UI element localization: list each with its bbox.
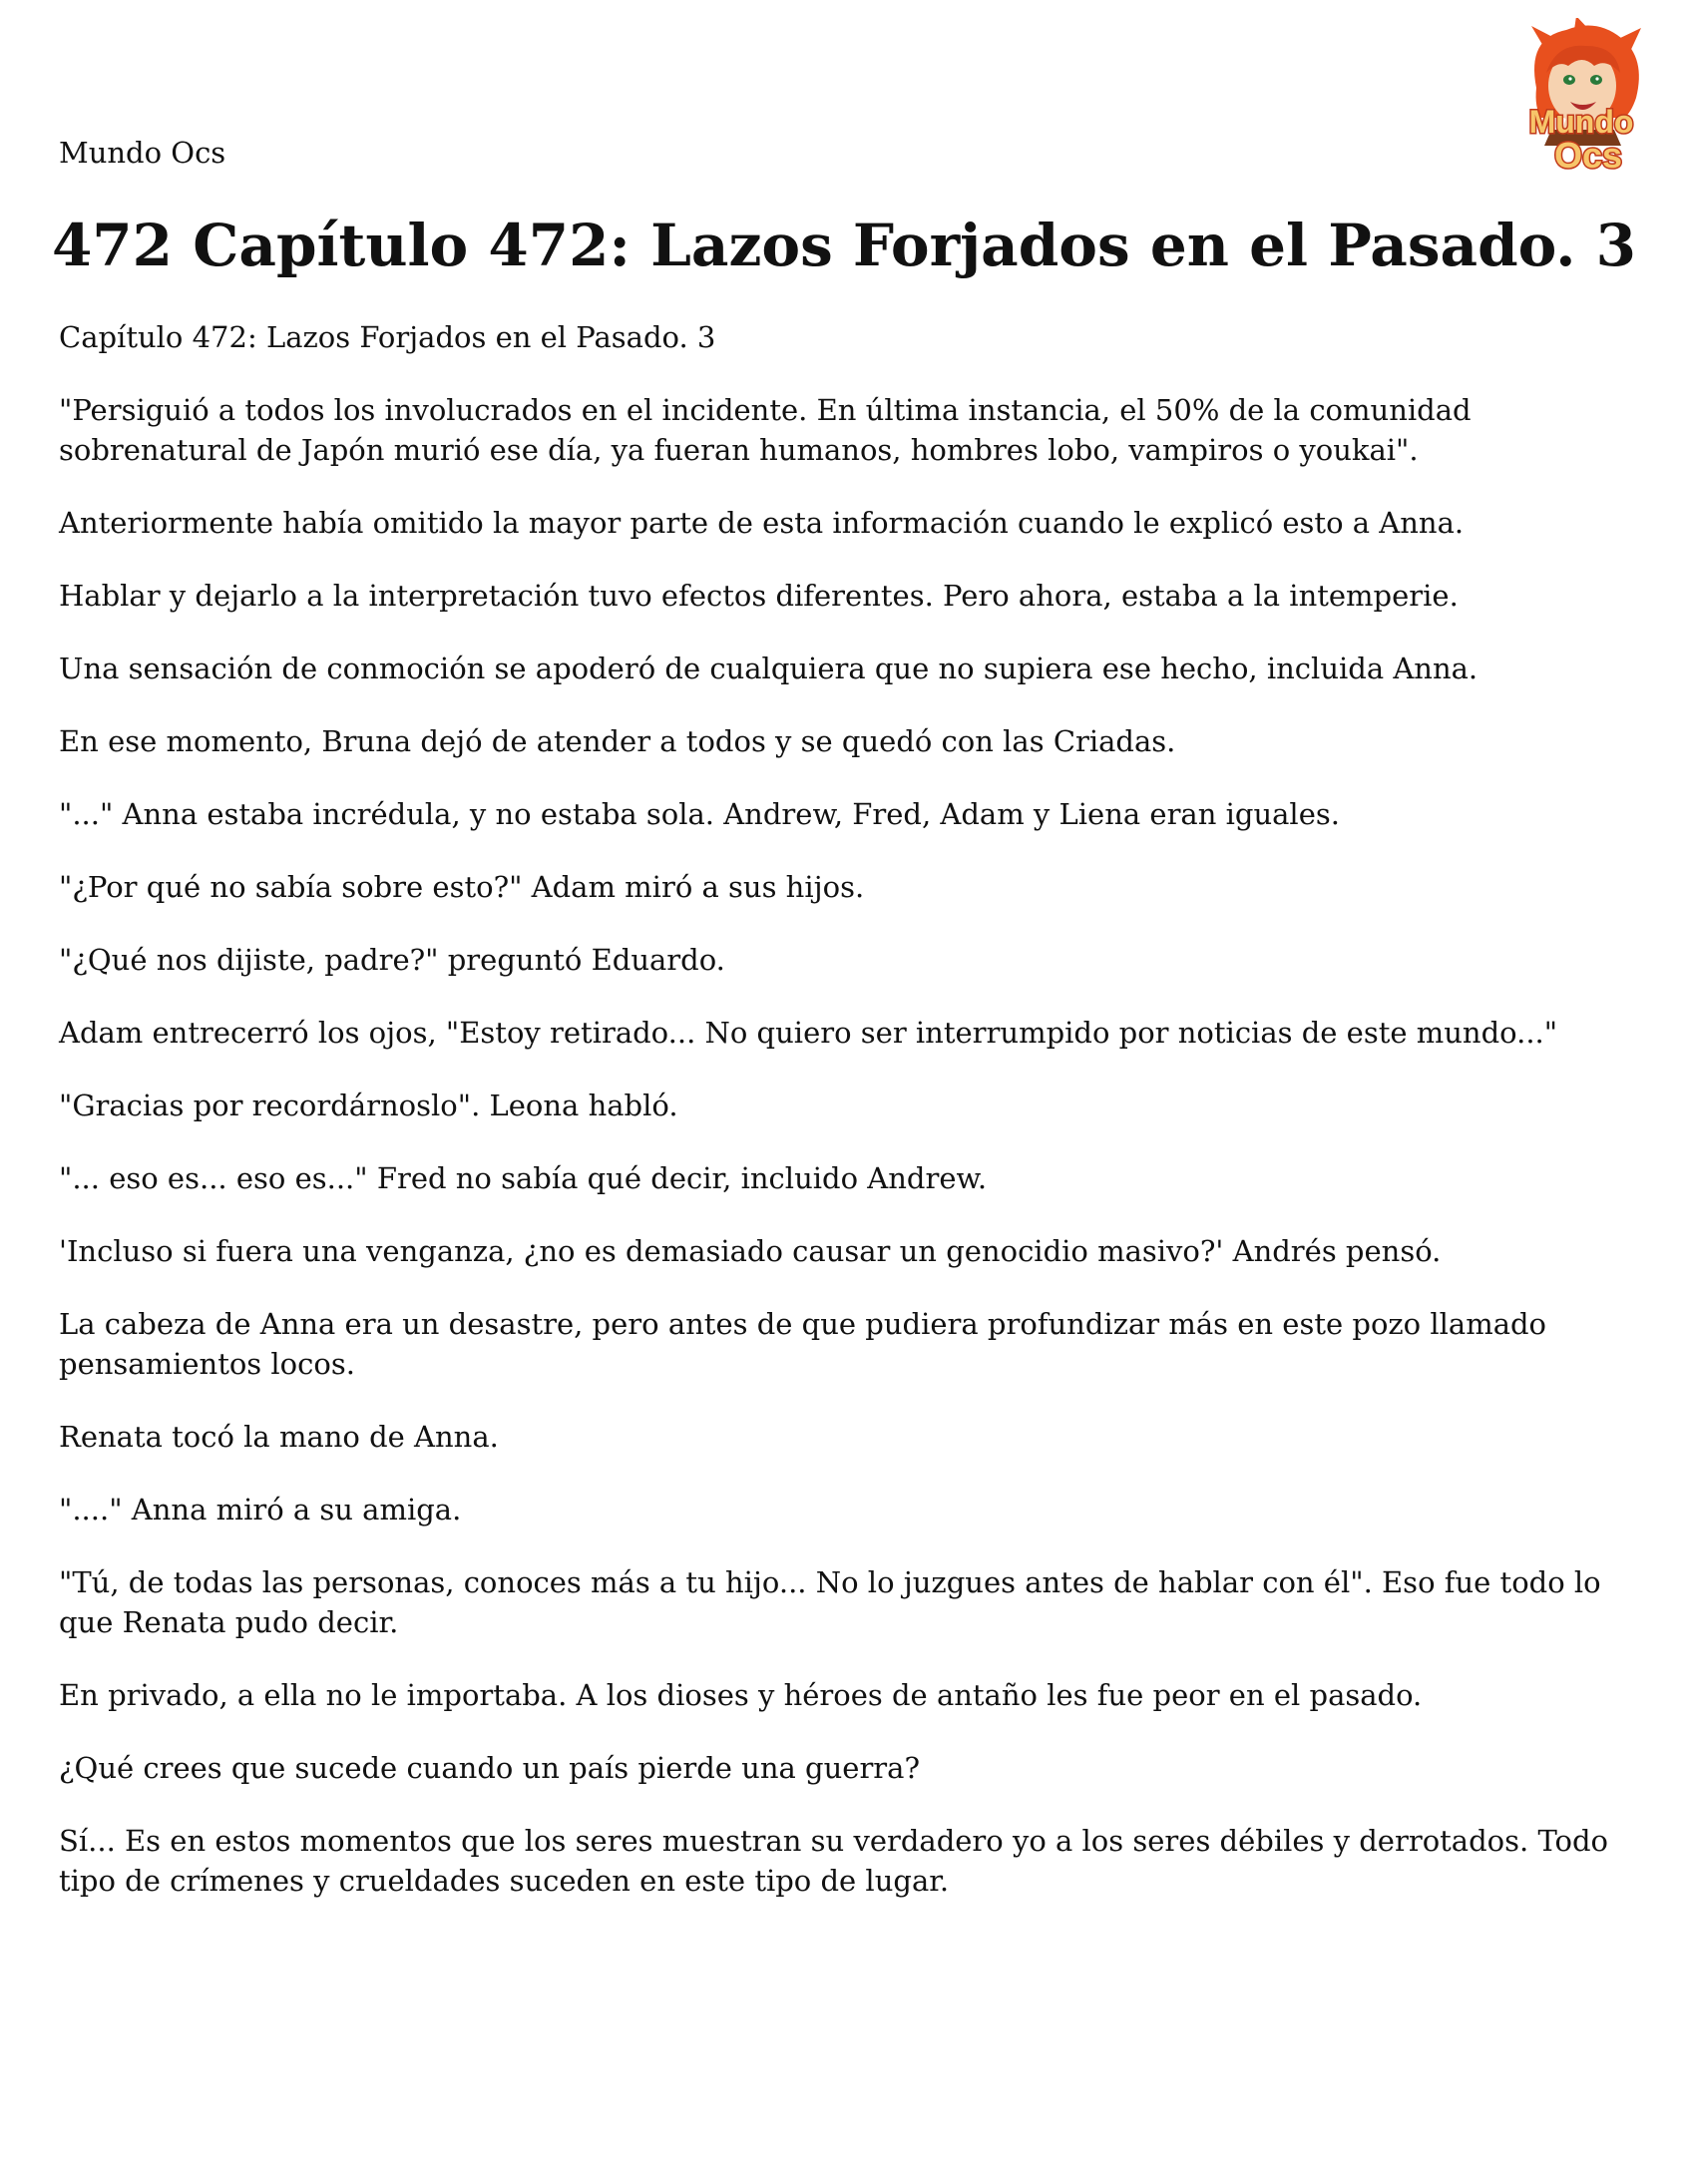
paragraph: "..." Anna estaba incrédula, y no estaba sola. Andrew, Fred, Adam y Liena eran iguales. <box>59 797 1340 831</box>
paragraph: Renata tocó la mano de Anna. <box>59 1420 499 1454</box>
paragraph: Capítulo 472: Lazos Forjados en el Pasado. 3 <box>59 320 716 354</box>
paragraph: En privado, a ella no le importaba. A los dioses y héroes de antaño les fue peor en el pasado. <box>59 1678 1423 1712</box>
paragraph: "¿Qué nos dijiste, padre?" preguntó Eduardo. <box>59 943 725 977</box>
chapter-body <box>59 317 1645 1934</box>
site-name: Mundo Ocs <box>59 136 226 170</box>
paragraph: "Gracias por recordárnoslo". Leona habló. <box>59 1089 678 1122</box>
chapter-title: 472 Capítulo 472: Lazos Forjados en el Pasado. 3 <box>51 212 1637 279</box>
paragraph: "Tú, de todas las personas, conoces más a tu hijo... No lo juzgues antes de hablar con él". Eso fue todo lo que Renata pudo decir. <box>59 1565 1601 1639</box>
paragraph: En ese momento, Bruna dejó de atender a todos y se quedó con las Criadas. <box>59 724 1176 758</box>
paragraph: "... eso es... eso es..." Fred no sabía qué decir, incluido Andrew. <box>59 1161 988 1195</box>
paragraph: 'Incluso si fuera una venganza, ¿no es demasiado causar un genocidio masivo?' Andrés pensó. <box>59 1234 1442 1268</box>
svg-text:Mundo: Mundo <box>1528 104 1634 140</box>
paragraph: La cabeza de Anna era un desastre, pero antes de que pudiera profundizar más en este pozo llamado pensamientos locos. <box>59 1307 1547 1381</box>
paragraph: "...." Anna miró a su amiga. <box>59 1493 462 1527</box>
paragraph: "¿Por qué no sabía sobre esto?" Adam miró a sus hijos. <box>59 870 865 904</box>
paragraph: Hablar y dejarlo a la interpretación tuvo efectos diferentes. Pero ahora, estaba a la intemperie. <box>59 579 1459 613</box>
paragraph: Una sensación de conmoción se apoderó de cualquiera que no supiera ese hecho, incluida Anna. <box>59 652 1478 685</box>
mundo-ocs-logo <box>1496 18 1666 178</box>
paragraph: Anteriormente había omitido la mayor parte de esta información cuando le explicó esto a Anna. <box>59 506 1465 540</box>
paragraph: ¿Qué crees que sucede cuando un país pierde una guerra? <box>59 1751 921 1785</box>
paragraph: "Persiguió a todos los involucrados en el incidente. En última instancia, el 50% de la comunidad sobrenatural de Japón murió ese día, ya fueran humanos, hombres lobo, vampiros o youkai". <box>59 393 1472 467</box>
paragraph: Adam entrecerró los ojos, "Estoy retirado... No quiero ser interrumpido por noticias de este mundo..." <box>59 1016 1558 1050</box>
svg-text:Ocs: Ocs <box>1553 135 1623 176</box>
paragraph: Sí... Es en estos momentos que los seres muestran su verdadero yo a los seres débiles y derrotados. Todo tipo de crímenes y crueldades suceden en este tipo de lugar. <box>59 1824 1609 1898</box>
